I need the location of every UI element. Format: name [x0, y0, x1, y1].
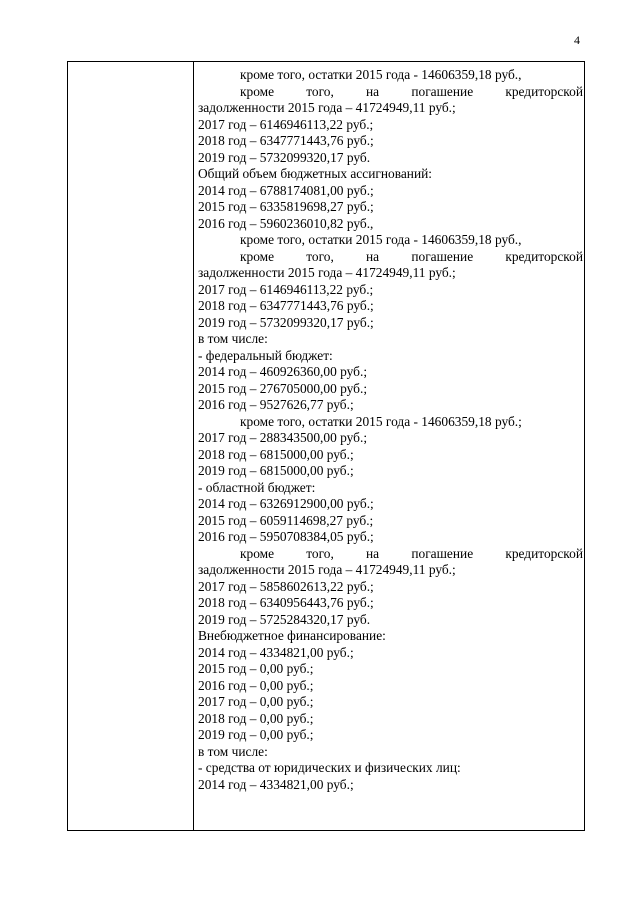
- text-line: в том числе:: [198, 331, 268, 346]
- table-left-column: [68, 62, 194, 830]
- text-line: 2015 год – 276705000,00 руб.;: [198, 380, 368, 396]
- text-word: кроме: [240, 83, 275, 99]
- text-line: 2014 год – 4334821,00 руб.;: [198, 644, 354, 660]
- text-line: задолженности 2015 года – 41724949,11 руб.;: [198, 265, 456, 280]
- text-line: 2018 год – 6347771443,76 руб.;: [198, 298, 374, 313]
- text-line: 2017 год – 288343500,00 руб.;: [198, 430, 368, 445]
- text-line: 2014 год – 6788174081,00 руб.;: [198, 182, 374, 198]
- text-line: 2017 год – 5858602613,22 руб.;: [198, 578, 374, 594]
- text-word: на: [366, 545, 380, 561]
- text-line: - областной бюджет:: [198, 479, 316, 495]
- text-word: кредиторской: [505, 545, 583, 561]
- text-word: погашение: [411, 248, 474, 264]
- text-word: того,: [306, 545, 334, 561]
- text-line: 2019 год – 6815000,00 руб.;: [198, 463, 354, 478]
- text-line: 2016 год – 0,00 руб.;: [198, 677, 314, 693]
- text-line: 2019 год – 5725284320,17 руб.: [198, 611, 371, 627]
- text-line: кроме того, остатки 2015 года - 14606359,18 руб.,: [240, 232, 522, 247]
- table-right-column: [198, 67, 583, 793]
- text-word: на: [366, 83, 380, 99]
- text-word: кроме: [240, 545, 275, 561]
- text-line: задолженности 2015 года – 41724949,11 руб.;: [198, 100, 456, 115]
- text-line: 2018 год – 0,00 руб.;: [198, 710, 314, 726]
- text-line: 2016 год – 5950708384,05 руб.;: [198, 529, 374, 544]
- text-line: Общий объем бюджетных ассигнований:: [198, 166, 433, 181]
- text-line: кроме того, остатки 2015 года - 14606359,18 руб.,: [240, 67, 522, 82]
- text-line: 2014 год – 4334821,00 руб.;: [198, 776, 354, 792]
- text-line-justified: [198, 84, 583, 101]
- text-line: 2016 год – 9527626,77 руб.;: [198, 397, 354, 412]
- text-word: на: [366, 248, 380, 264]
- text-word: того,: [306, 83, 334, 99]
- text-line: 2018 год – 6347771443,76 руб.;: [198, 133, 374, 148]
- text-line: 2015 год – 6059114698,27 руб.;: [198, 512, 374, 528]
- text-line: кроме того, остатки 2015 года - 14606359,18 руб.;: [240, 413, 522, 429]
- text-word: кроме: [240, 248, 275, 264]
- text-line: - федеральный бюджет:: [198, 347, 333, 363]
- text-line: 2018 год – 6340956443,76 руб.;: [198, 595, 374, 610]
- document-table: [67, 61, 585, 831]
- text-line: 2015 год – 6335819698,27 руб.;: [198, 199, 374, 214]
- text-line: 2017 год – 6146946113,22 руб.;: [198, 281, 374, 297]
- text-line: Внебюджетное финансирование:: [198, 628, 386, 643]
- text-word: того,: [306, 248, 334, 264]
- page-number: 4: [574, 33, 580, 47]
- text-line: 2014 год – 460926360,00 руб.;: [198, 364, 368, 379]
- text-word: кредиторской: [505, 83, 583, 99]
- text-line-justified: [198, 546, 583, 563]
- text-line-justified: [198, 249, 583, 266]
- text-line: 2015 год – 0,00 руб.;: [198, 661, 314, 676]
- text-line: 2018 год – 6815000,00 руб.;: [198, 446, 354, 462]
- text-line: 2019 год – 0,00 руб.;: [198, 727, 314, 742]
- text-line: - средства от юридических и физических лиц:: [198, 760, 461, 775]
- text-line: в том числе:: [198, 743, 268, 759]
- text-line: задолженности 2015 года – 41724949,11 руб.;: [198, 562, 456, 577]
- text-line: 2017 год – 6146946113,22 руб.;: [198, 116, 374, 132]
- text-word: кредиторской: [505, 248, 583, 264]
- text-word: погашение: [411, 545, 474, 561]
- text-line: 2019 год – 5732099320,17 руб.;: [198, 314, 374, 330]
- text-line: 2017 год – 0,00 руб.;: [198, 694, 314, 709]
- text-line: 2016 год – 5960236010,82 руб.,: [198, 215, 374, 231]
- text-word: погашение: [411, 83, 474, 99]
- text-line: 2019 год – 5732099320,17 руб.: [198, 149, 371, 165]
- text-line: 2014 год – 6326912900,00 руб.;: [198, 496, 374, 511]
